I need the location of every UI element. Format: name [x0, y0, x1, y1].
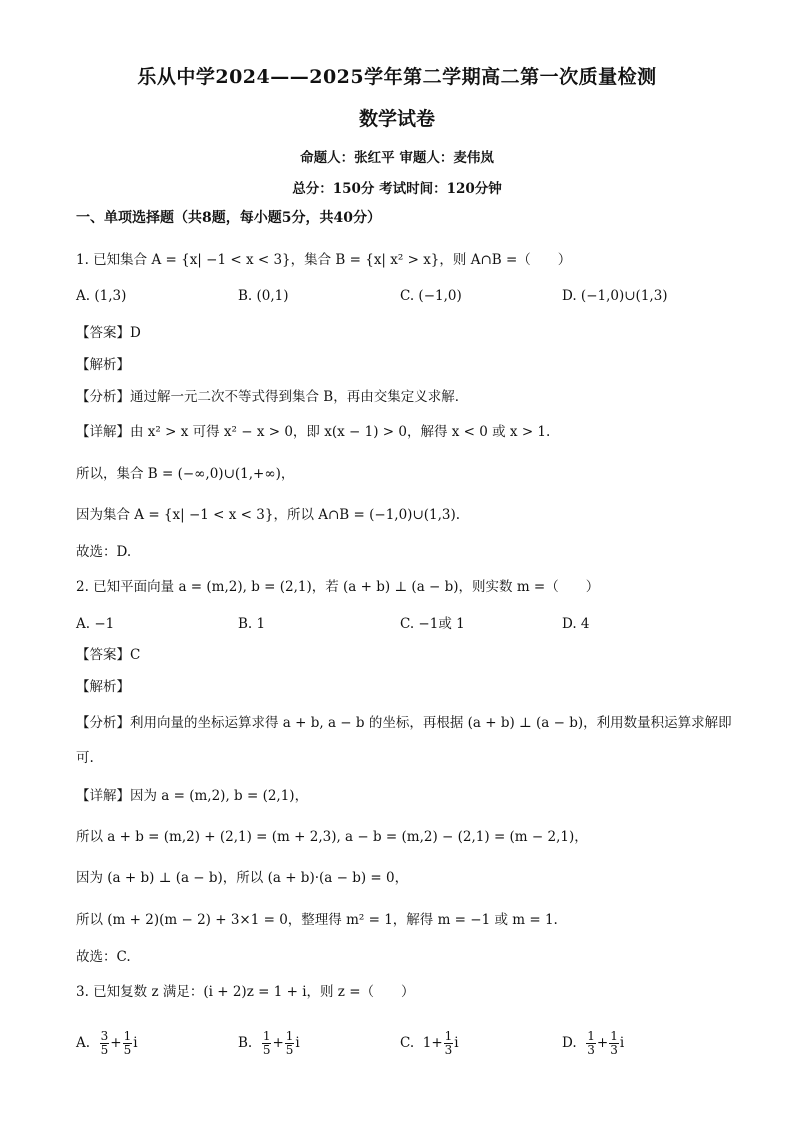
q3-option-d	[562, 1030, 624, 1057]
plus-sign: +	[596, 1035, 609, 1051]
q3-option-a	[76, 1030, 138, 1057]
numerator: 1	[610, 1029, 618, 1043]
q1-option-d: D. (−1,0)∪(1,3)	[562, 288, 668, 304]
numerator: 1	[285, 1029, 294, 1043]
q2-detail-1: 【详解】因为 a = (m,2), b = (2,1)，	[76, 788, 309, 804]
numerator: 1	[123, 1029, 132, 1043]
fraction	[444, 1030, 454, 1057]
q2-detail-3: 因为 (a + b) ⊥ (a − b)，所以 (a + b)·(a − b) = 0，	[76, 870, 409, 886]
q2-answer: 【答案】C	[76, 647, 141, 663]
denominator: 3	[587, 1043, 595, 1057]
fraction	[285, 1030, 295, 1057]
q2-option-a: A. −1	[76, 616, 115, 632]
exam-authors: 命题人：张红平 审题人：麦伟岚	[300, 150, 494, 166]
q3-option-c-label: C.	[400, 1035, 415, 1051]
fraction	[123, 1030, 133, 1057]
q3-option-c	[400, 1030, 459, 1057]
q2-stem: 2. 已知平面向量 a = (m,2), b = (2,1)，若 (a + b) ⊥ (a − b)，则实数 m =（ ）	[76, 579, 600, 595]
q1-option-b: B. (0,1)	[238, 288, 289, 304]
q2-option-d: D. 4	[562, 616, 590, 632]
q3-option-b-label: B.	[238, 1035, 253, 1051]
denominator: 5	[285, 1043, 294, 1057]
q1-option-a: A. (1,3)	[76, 288, 127, 304]
q2-choice: 故选：C.	[76, 949, 131, 965]
numerator: 1	[262, 1029, 271, 1043]
q2-analysis-label: 【解析】	[76, 679, 130, 695]
q1-option-c: C. (−1,0)	[400, 288, 462, 304]
denominator: 5	[100, 1043, 109, 1057]
imaginary-unit: i	[619, 1035, 625, 1051]
integer-part: 1+	[422, 1035, 443, 1051]
q3-option-b	[238, 1030, 300, 1057]
q2-option-c: C. −1或 1	[400, 616, 465, 632]
denominator: 5	[262, 1043, 271, 1057]
numerator: 3	[100, 1029, 109, 1043]
q2-analysis-line-2: 可.	[76, 750, 94, 766]
fraction	[586, 1030, 596, 1057]
q2-analysis-line-1: 【分析】利用向量的坐标运算求得 a + b, a − b 的坐标，再根据 (a + b) ⊥ (a − b)，利用数量积运算求解即	[76, 715, 732, 731]
q1-analysis: 【分析】通过解一元二次不等式得到集合 B，再由交集定义求解．	[76, 389, 469, 405]
denominator: 3	[444, 1043, 453, 1057]
q1-answer: 【答案】D	[76, 325, 141, 341]
imaginary-unit: i	[133, 1035, 138, 1051]
fraction	[100, 1030, 110, 1057]
q3-option-a-label: A.	[76, 1035, 91, 1051]
fraction	[609, 1030, 619, 1057]
denominator: 5	[123, 1043, 132, 1057]
q1-detail-3: 因为集合 A = {x| −1 < x < 3}，所以 A∩B = (−1,0)∪(1,3).	[76, 507, 461, 523]
numerator: 1	[587, 1029, 595, 1043]
imaginary-unit: i	[454, 1035, 459, 1051]
q2-detail-4: 所以 (m + 2)(m − 2) + 3×1 = 0，整理得 m² = 1，解得 m = −1 或 m = 1.	[76, 912, 558, 928]
q2-detail-2: 所以 a + b = (m,2) + (2,1) = (m + 2,3), a − b = (m,2) − (2,1) = (m − 2,1)，	[76, 829, 588, 845]
q1-detail-2: 所以，集合 B = (−∞,0)∪(1,+∞)，	[76, 466, 295, 482]
fraction	[262, 1030, 272, 1057]
q3-option-d-label: D.	[562, 1035, 577, 1051]
plus-sign: +	[272, 1035, 284, 1051]
q1-stem: 1. 已知集合 A = {x| −1 < x < 3}，集合 B = {x| x² > x}，则 A∩B =（ ）	[76, 252, 572, 268]
q2-option-b: B. 1	[238, 616, 266, 632]
denominator: 3	[610, 1043, 618, 1057]
exam-title: 乐从中学2024——2025学年第二学期高二第一次质量检测	[137, 66, 657, 88]
q1-detail-1: 【详解】由 x² > x 可得 x² − x > 0，即 x(x − 1) > 0，解得 x < 0 或 x > 1.	[76, 424, 551, 440]
section-heading: 一、单项选择题（共8题，每小题5分，共40分）	[76, 210, 381, 226]
q3-stem: 3. 已知复数 z 满足：(i + 2)z = 1 + i，则 z =（ ）	[76, 984, 415, 1000]
exam-subtitle: 数学试卷	[358, 108, 435, 130]
q1-choice: 故选：D.	[76, 544, 132, 560]
numerator: 1	[444, 1029, 453, 1043]
imaginary-unit: i	[295, 1035, 300, 1051]
exam-score-time: 总分：150分 考试时间：120分钟	[292, 181, 502, 197]
plus-sign: +	[110, 1035, 122, 1051]
q1-analysis-label: 【解析】	[76, 357, 130, 373]
